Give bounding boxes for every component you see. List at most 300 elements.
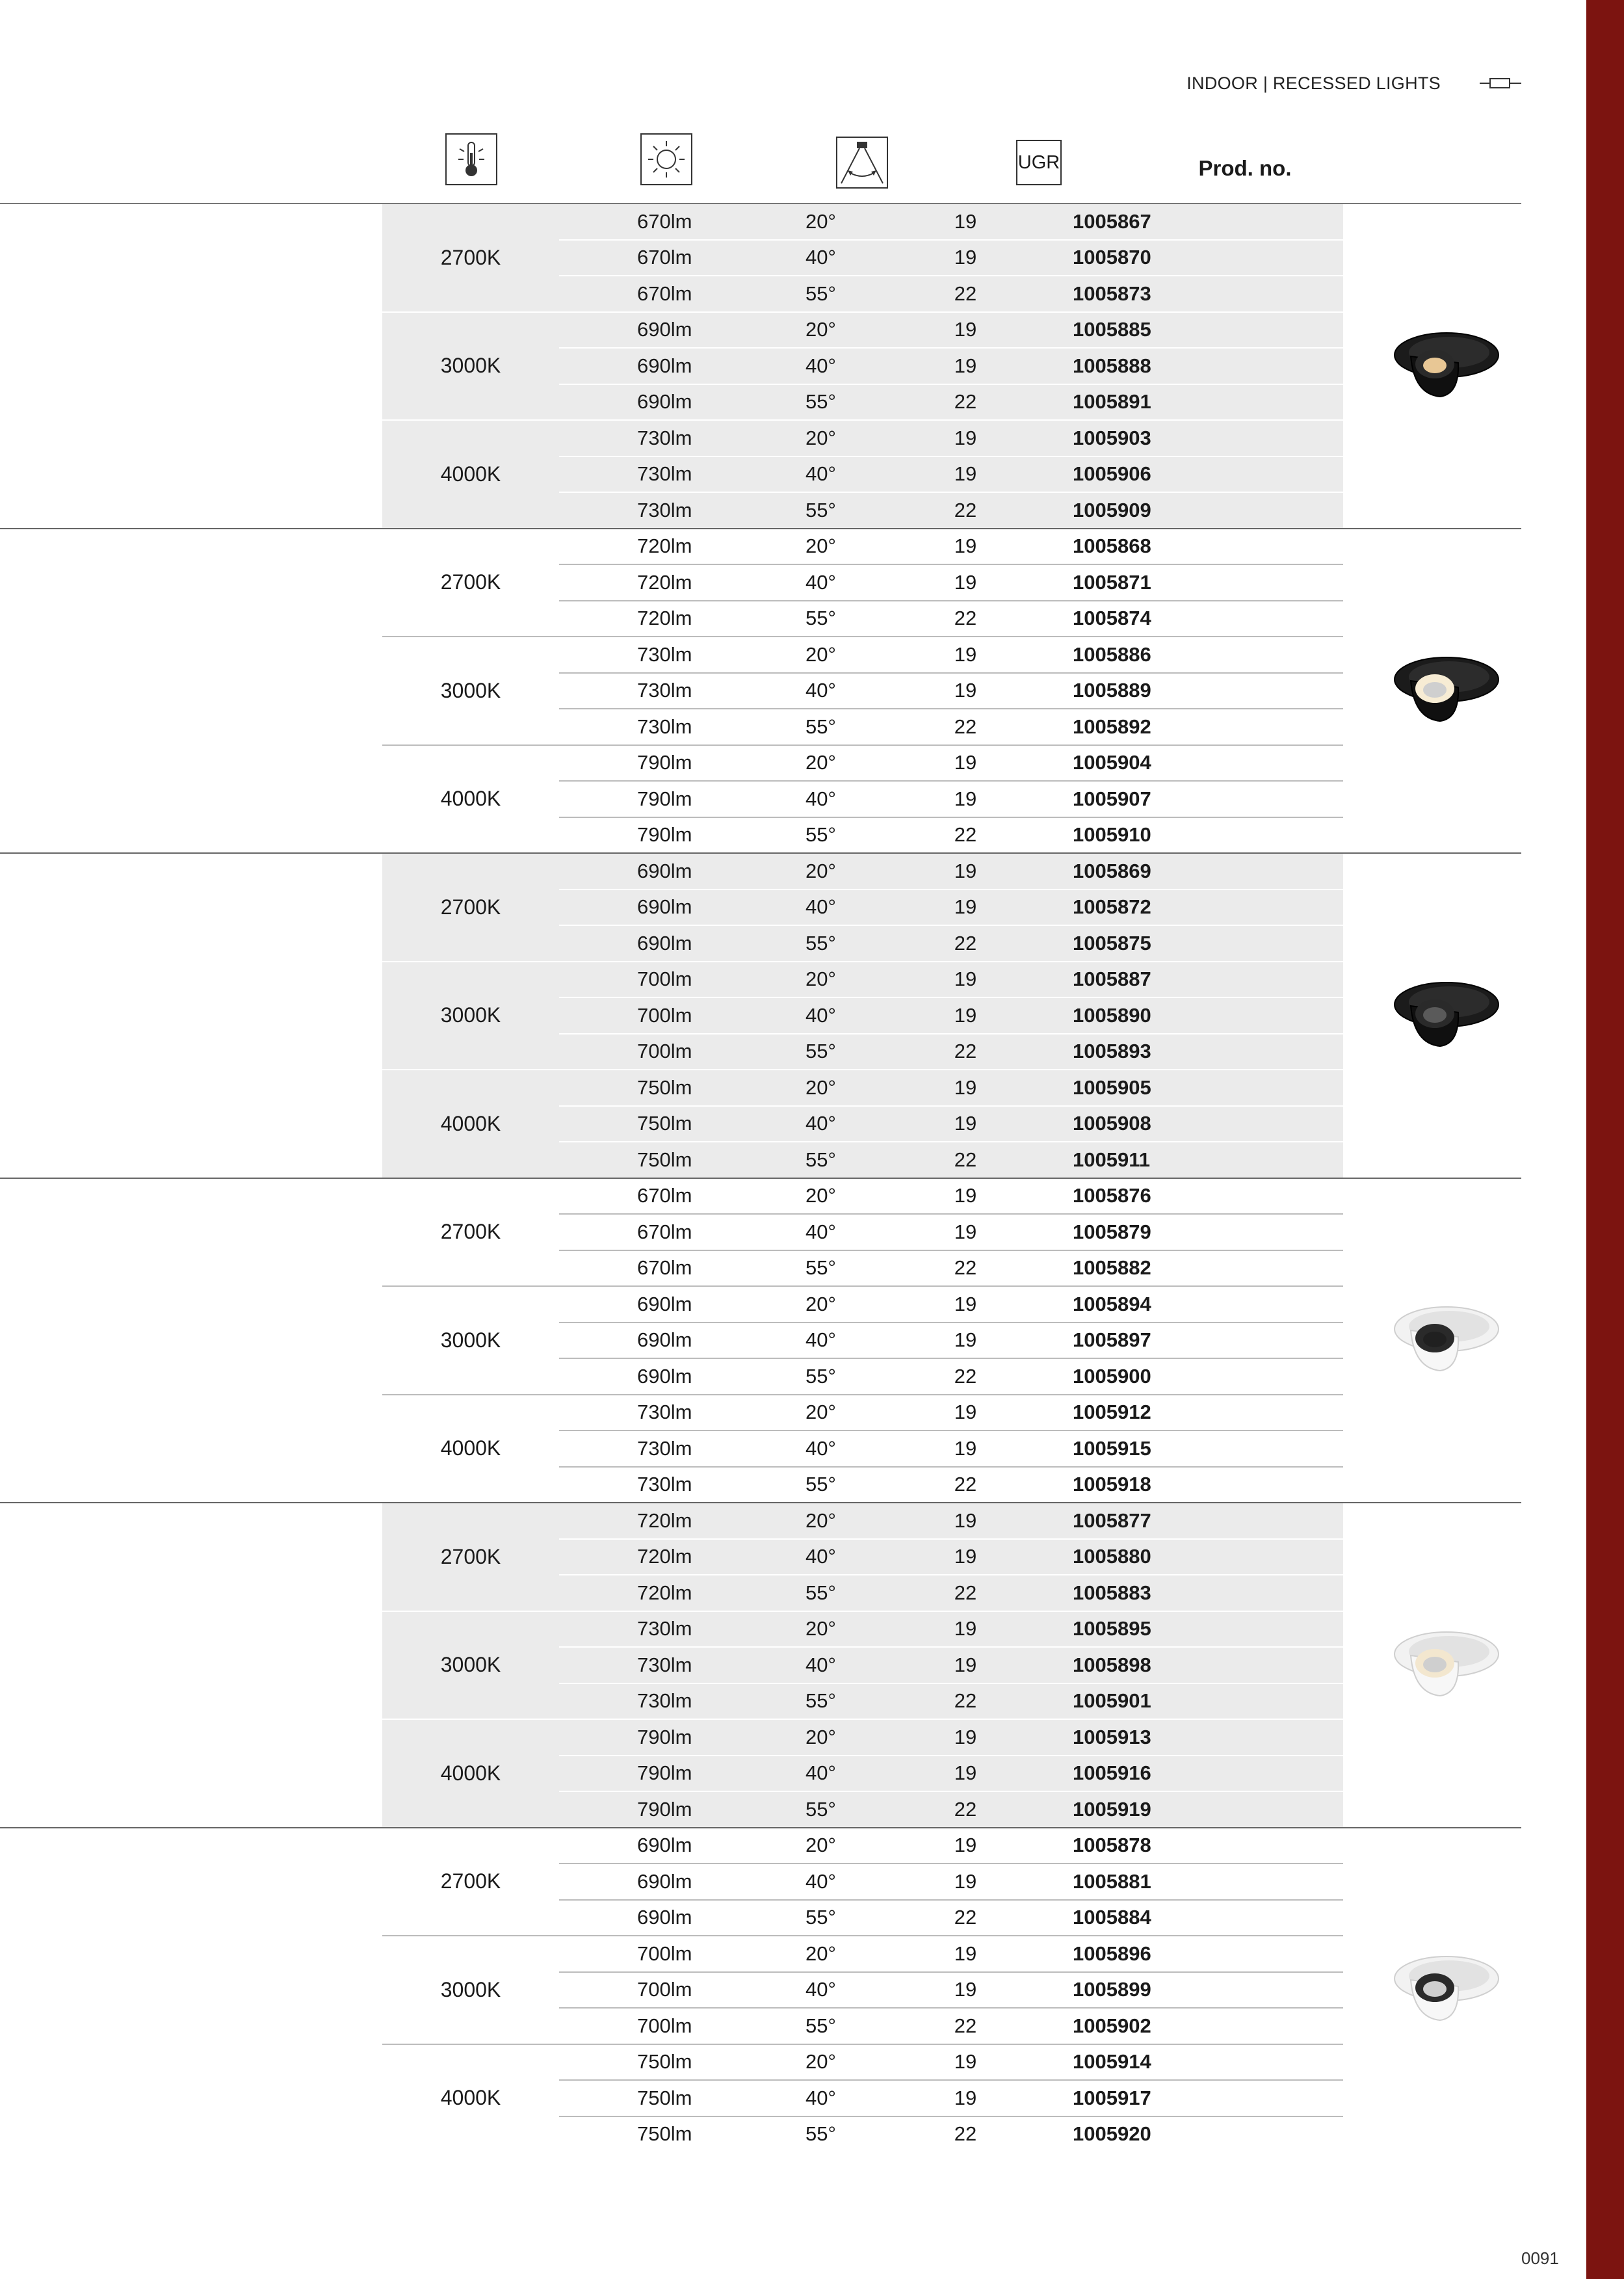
cct-subgroup bbox=[382, 1719, 1343, 1827]
beam-angle: 40° bbox=[805, 462, 836, 486]
luminous-flux: 790lm bbox=[637, 751, 692, 774]
ugr-value: 19 bbox=[954, 787, 977, 810]
page-number: 0091 bbox=[1521, 2248, 1559, 2268]
product-number: 1005872 bbox=[1073, 895, 1151, 919]
table-row bbox=[559, 1863, 1343, 1899]
product-number: 1005913 bbox=[1073, 1725, 1151, 1748]
ugr-value: 19 bbox=[954, 1834, 977, 1857]
product-number: 1005875 bbox=[1073, 931, 1151, 955]
luminous-flux: 670lm bbox=[637, 1184, 692, 1207]
product-number: 1005910 bbox=[1073, 823, 1151, 847]
table-row bbox=[559, 1466, 1343, 1503]
beam-angle: 55° bbox=[805, 498, 836, 521]
product-number: 1005882 bbox=[1073, 1256, 1151, 1280]
table-row bbox=[559, 1287, 1343, 1322]
table-row bbox=[559, 1250, 1343, 1286]
ugr-value: 19 bbox=[954, 1942, 977, 1965]
color-temperature: 2700K bbox=[440, 1869, 501, 1893]
cct-subgroup bbox=[382, 419, 1343, 528]
table-row bbox=[559, 1070, 1343, 1105]
ugr-value: 22 bbox=[954, 2014, 977, 2037]
table-row bbox=[559, 1646, 1343, 1683]
ugr-value: 19 bbox=[954, 1112, 977, 1135]
beam-angle: 20° bbox=[805, 968, 836, 991]
product-number: 1005877 bbox=[1073, 1508, 1151, 1532]
table-row bbox=[559, 2079, 1343, 2116]
beam-angle: 20° bbox=[805, 426, 836, 449]
table-row bbox=[559, 1179, 1343, 1214]
color-temperature: 2700K bbox=[440, 570, 501, 594]
table-row bbox=[559, 1322, 1343, 1358]
table-row bbox=[559, 2007, 1343, 2044]
beam-angle: 40° bbox=[805, 1761, 836, 1785]
ugr-value: 22 bbox=[954, 1256, 977, 1280]
beam-angle: 20° bbox=[805, 1725, 836, 1748]
table-row bbox=[559, 1755, 1343, 1791]
ugr-value: 19 bbox=[954, 1545, 977, 1568]
product-number: 1005918 bbox=[1073, 1473, 1151, 1496]
luminous-flux: 670lm bbox=[637, 209, 692, 233]
cct-subgroup bbox=[382, 2044, 1343, 2152]
luminous-flux: 690lm bbox=[637, 390, 692, 414]
ugr-value: 19 bbox=[954, 354, 977, 377]
luminous-flux: 690lm bbox=[637, 354, 692, 377]
product-number: 1005915 bbox=[1073, 1436, 1151, 1460]
color-temperature-header bbox=[445, 133, 497, 185]
luminous-flux: 690lm bbox=[637, 859, 692, 882]
product-number: 1005901 bbox=[1073, 1689, 1151, 1713]
ugr-value: 19 bbox=[954, 209, 977, 233]
luminous-flux: 700lm bbox=[637, 1978, 692, 2001]
beam-angle: 40° bbox=[805, 1869, 836, 1893]
luminous-flux: 730lm bbox=[637, 1617, 692, 1640]
luminous-flux: 790lm bbox=[637, 1761, 692, 1785]
ugr-value: 22 bbox=[954, 607, 977, 630]
table-row bbox=[559, 1358, 1343, 1394]
ugr-value: 19 bbox=[954, 426, 977, 449]
thermometer-icon bbox=[445, 133, 497, 185]
beam-angle: 40° bbox=[805, 1112, 836, 1135]
product-number: 1005888 bbox=[1073, 354, 1151, 377]
beam-angle: 20° bbox=[805, 1508, 836, 1532]
color-temperature: 2700K bbox=[440, 1220, 501, 1244]
ugr-value: 22 bbox=[954, 1364, 977, 1388]
table-row bbox=[559, 564, 1343, 600]
product-number: 1005867 bbox=[1073, 209, 1151, 233]
product-number: 1005884 bbox=[1073, 1906, 1151, 1929]
beam-angle: 20° bbox=[805, 642, 836, 666]
table-row bbox=[559, 925, 1343, 961]
table-row bbox=[559, 962, 1343, 997]
product-image bbox=[1382, 642, 1505, 739]
beam-angle: 20° bbox=[805, 1075, 836, 1099]
table-row bbox=[559, 492, 1343, 528]
product-number: 1005878 bbox=[1073, 1834, 1151, 1857]
product-number: 1005892 bbox=[1073, 715, 1151, 738]
table-row bbox=[559, 1828, 1343, 1864]
luminous-flux: 700lm bbox=[637, 1942, 692, 1965]
product-number: 1005869 bbox=[1073, 859, 1151, 882]
table-row bbox=[559, 2116, 1343, 2152]
ugr-value: 19 bbox=[954, 318, 977, 341]
luminous-flux: 690lm bbox=[637, 1906, 692, 1929]
table-row bbox=[559, 708, 1343, 744]
color-temperature: 3000K bbox=[440, 354, 501, 378]
product-number: 1005871 bbox=[1073, 570, 1151, 594]
luminous-flux: 670lm bbox=[637, 1256, 692, 1280]
luminous-flux: 700lm bbox=[637, 1003, 692, 1027]
table-row bbox=[559, 1033, 1343, 1070]
beam-angle: 55° bbox=[805, 390, 836, 414]
cct-subgroup bbox=[382, 1828, 1343, 1936]
table-row bbox=[559, 780, 1343, 817]
luminous-flux: 750lm bbox=[637, 2122, 692, 2146]
beam-angle: 55° bbox=[805, 1148, 836, 1171]
beam-angle: 20° bbox=[805, 1834, 836, 1857]
ugr-value: 19 bbox=[954, 1725, 977, 1748]
luminous-flux: 690lm bbox=[637, 895, 692, 919]
luminous-flux: 730lm bbox=[637, 1689, 692, 1713]
light-bulb-rays-icon bbox=[640, 133, 692, 185]
ugr-value: 19 bbox=[954, 2050, 977, 2074]
luminous-flux: 690lm bbox=[637, 1834, 692, 1857]
ugr-value: 19 bbox=[954, 1869, 977, 1893]
ugr-header bbox=[1016, 140, 1062, 185]
spec-block bbox=[382, 204, 1343, 528]
ugr-value: 19 bbox=[954, 1653, 977, 1676]
beam-angle: 55° bbox=[805, 823, 836, 847]
beam-angle: 55° bbox=[805, 1040, 836, 1063]
ugr-value: 19 bbox=[954, 1292, 977, 1315]
table-row bbox=[559, 1395, 1343, 1430]
ugr-value: 22 bbox=[954, 715, 977, 738]
cct-subgroup bbox=[382, 1611, 1343, 1719]
table-row bbox=[559, 1936, 1343, 1971]
product-number: 1005881 bbox=[1073, 1869, 1151, 1893]
luminous-flux: 670lm bbox=[637, 246, 692, 269]
product-number: 1005914 bbox=[1073, 2050, 1151, 2074]
page-edge-bar bbox=[1586, 0, 1624, 2279]
beam-angle: 40° bbox=[805, 1436, 836, 1460]
cct-subgroup bbox=[382, 744, 1343, 853]
product-number: 1005890 bbox=[1073, 1003, 1151, 1027]
table-row bbox=[559, 313, 1343, 348]
table-row bbox=[559, 1683, 1343, 1719]
table-row bbox=[559, 1105, 1343, 1142]
product-group bbox=[0, 529, 1521, 854]
cct-subgroup bbox=[382, 636, 1343, 744]
beam-angle: 55° bbox=[805, 2014, 836, 2037]
luminous-flux: 750lm bbox=[637, 1148, 692, 1171]
beam-angle: 55° bbox=[805, 715, 836, 738]
luminous-flux: 730lm bbox=[637, 1653, 692, 1676]
ugr-value: 22 bbox=[954, 2122, 977, 2146]
product-number: 1005899 bbox=[1073, 1978, 1151, 2001]
luminous-flux: 750lm bbox=[637, 1075, 692, 1099]
cct-subgroup bbox=[382, 1285, 1343, 1394]
beam-angle: 20° bbox=[805, 1401, 836, 1424]
table-row bbox=[559, 672, 1343, 709]
ugr-value: 22 bbox=[954, 1797, 977, 1821]
color-temperature: 3000K bbox=[440, 1977, 501, 2001]
cct-subgroup bbox=[382, 311, 1343, 420]
ugr-value: 19 bbox=[954, 1617, 977, 1640]
beam-angle: 55° bbox=[805, 1689, 836, 1713]
product-number: 1005893 bbox=[1073, 1040, 1151, 1063]
product-number: 1005876 bbox=[1073, 1184, 1151, 1207]
table-row bbox=[559, 1503, 1343, 1538]
product-image bbox=[1382, 1616, 1505, 1714]
luminous-flux: 700lm bbox=[637, 1040, 692, 1063]
beam-angle: 40° bbox=[805, 246, 836, 269]
ugr-value: 22 bbox=[954, 1581, 977, 1604]
luminous-flux: 690lm bbox=[637, 318, 692, 341]
beam-angle: 55° bbox=[805, 282, 836, 305]
beam-angle: 40° bbox=[805, 1545, 836, 1568]
luminous-flux: 730lm bbox=[637, 1436, 692, 1460]
table-row bbox=[559, 1899, 1343, 1936]
product-number: 1005912 bbox=[1073, 1401, 1151, 1424]
product-number: 1005885 bbox=[1073, 318, 1151, 341]
product-number: 1005896 bbox=[1073, 1942, 1151, 1965]
ugr-value: 22 bbox=[954, 1473, 977, 1496]
ugr-value: 22 bbox=[954, 823, 977, 847]
ugr-label: UGR bbox=[1016, 140, 1062, 185]
product-table bbox=[0, 204, 1521, 2152]
beam-angle: 55° bbox=[805, 1473, 836, 1496]
ugr-value: 19 bbox=[954, 968, 977, 991]
ugr-value: 22 bbox=[954, 498, 977, 521]
color-temperature: 4000K bbox=[440, 1761, 501, 1785]
ugr-value: 22 bbox=[954, 390, 977, 414]
color-temperature: 3000K bbox=[440, 1003, 501, 1027]
color-temperature: 4000K bbox=[440, 462, 501, 486]
product-image bbox=[1382, 317, 1505, 415]
ugr-value: 19 bbox=[954, 1761, 977, 1785]
ugr-value: 22 bbox=[954, 931, 977, 955]
table-row bbox=[559, 1612, 1343, 1647]
table-row bbox=[559, 1141, 1343, 1178]
product-number: 1005894 bbox=[1073, 1292, 1151, 1315]
ugr-value: 19 bbox=[954, 246, 977, 269]
luminous-flux: 690lm bbox=[637, 931, 692, 955]
luminous-flux: 700lm bbox=[637, 2014, 692, 2037]
beam-angle-icon bbox=[836, 137, 888, 189]
luminous-flux: 700lm bbox=[637, 968, 692, 991]
product-number: 1005905 bbox=[1073, 1075, 1151, 1099]
product-number: 1005920 bbox=[1073, 2122, 1151, 2146]
ugr-value: 19 bbox=[954, 1075, 977, 1099]
beam-angle: 55° bbox=[805, 1797, 836, 1821]
luminous-flux: 720lm bbox=[637, 534, 692, 558]
luminous-flux: 730lm bbox=[637, 1401, 692, 1424]
luminous-flux: 790lm bbox=[637, 823, 692, 847]
luminous-flux: 750lm bbox=[637, 2086, 692, 2109]
cct-subgroup bbox=[382, 1179, 1343, 1286]
luminous-flux: 750lm bbox=[637, 1112, 692, 1135]
ugr-value: 22 bbox=[954, 282, 977, 305]
beam-angle: 40° bbox=[805, 570, 836, 594]
table-row bbox=[559, 1720, 1343, 1755]
product-number: 1005886 bbox=[1073, 642, 1151, 666]
table-row bbox=[559, 1971, 1343, 2008]
product-number: 1005904 bbox=[1073, 751, 1151, 774]
ugr-value: 19 bbox=[954, 642, 977, 666]
table-row bbox=[559, 421, 1343, 456]
beam-angle: 55° bbox=[805, 607, 836, 630]
ugr-value: 19 bbox=[954, 1978, 977, 2001]
beam-angle: 55° bbox=[805, 1581, 836, 1604]
luminous-flux: 720lm bbox=[637, 1508, 692, 1532]
table-row bbox=[559, 347, 1343, 384]
luminous-flux: 730lm bbox=[637, 462, 692, 486]
beam-angle: 40° bbox=[805, 1003, 836, 1027]
cct-subgroup bbox=[382, 1069, 1343, 1178]
cct-subgroup bbox=[382, 1394, 1343, 1503]
luminous-flux: 690lm bbox=[637, 1364, 692, 1388]
luminous-flux: 720lm bbox=[637, 570, 692, 594]
table-row bbox=[559, 1791, 1343, 1827]
beam-angle: 20° bbox=[805, 209, 836, 233]
beam-angle: 20° bbox=[805, 534, 836, 558]
table-row bbox=[559, 854, 1343, 889]
cct-subgroup bbox=[382, 529, 1343, 637]
table-row bbox=[559, 889, 1343, 925]
luminous-flux: 790lm bbox=[637, 1725, 692, 1748]
cct-subgroup bbox=[382, 1935, 1343, 2044]
product-number: 1005911 bbox=[1073, 1148, 1150, 1171]
page-header bbox=[1105, 70, 1521, 96]
beam-angle: 55° bbox=[805, 931, 836, 955]
beam-angle: 55° bbox=[805, 1906, 836, 1929]
luminous-flux: 690lm bbox=[637, 1869, 692, 1893]
ugr-value: 22 bbox=[954, 1148, 977, 1171]
product-number: 1005891 bbox=[1073, 390, 1151, 414]
product-group bbox=[0, 1503, 1521, 1828]
luminous-flux-header bbox=[640, 133, 692, 185]
luminous-flux: 750lm bbox=[637, 2050, 692, 2074]
luminous-flux: 790lm bbox=[637, 787, 692, 810]
ugr-value: 19 bbox=[954, 1401, 977, 1424]
color-temperature: 4000K bbox=[440, 787, 501, 811]
table-row bbox=[559, 384, 1343, 420]
beam-angle: 40° bbox=[805, 787, 836, 810]
ugr-value: 19 bbox=[954, 462, 977, 486]
prod-no-label: Prod. no. bbox=[1198, 156, 1292, 180]
beam-angle: 55° bbox=[805, 2122, 836, 2146]
product-number: 1005909 bbox=[1073, 498, 1151, 521]
table-row bbox=[559, 1574, 1343, 1611]
product-number: 1005887 bbox=[1073, 968, 1151, 991]
luminous-flux: 690lm bbox=[637, 1292, 692, 1315]
ugr-value: 19 bbox=[954, 679, 977, 702]
color-temperature: 3000K bbox=[440, 1653, 501, 1677]
luminous-flux: 690lm bbox=[637, 1328, 692, 1352]
product-number: 1005874 bbox=[1073, 607, 1151, 630]
table-row bbox=[559, 1213, 1343, 1250]
beam-angle: 40° bbox=[805, 1220, 836, 1243]
beam-angle: 40° bbox=[805, 1328, 836, 1352]
product-number: 1005898 bbox=[1073, 1653, 1151, 1676]
beam-angle: 40° bbox=[805, 1653, 836, 1676]
spec-block bbox=[382, 1179, 1343, 1503]
recessed-light-icon bbox=[1480, 75, 1521, 92]
beam-angle: 20° bbox=[805, 751, 836, 774]
table-row bbox=[559, 2045, 1343, 2080]
luminous-flux: 720lm bbox=[637, 607, 692, 630]
ugr-value: 19 bbox=[954, 895, 977, 919]
table-row bbox=[559, 1430, 1343, 1466]
beam-angle: 20° bbox=[805, 859, 836, 882]
luminous-flux: 670lm bbox=[637, 282, 692, 305]
luminous-flux: 670lm bbox=[637, 1220, 692, 1243]
color-temperature: 4000K bbox=[440, 2086, 501, 2110]
beam-angle: 40° bbox=[805, 895, 836, 919]
product-group bbox=[0, 854, 1521, 1179]
table-row bbox=[559, 1538, 1343, 1575]
product-number: 1005902 bbox=[1073, 2014, 1151, 2037]
product-image bbox=[1382, 1941, 1505, 2038]
product-image bbox=[1382, 967, 1505, 1064]
product-number: 1005919 bbox=[1073, 1797, 1151, 1821]
ugr-value: 22 bbox=[954, 1906, 977, 1929]
product-image bbox=[1382, 1291, 1505, 1389]
color-temperature: 2700K bbox=[440, 245, 501, 269]
product-number: 1005900 bbox=[1073, 1364, 1151, 1388]
table-row bbox=[559, 817, 1343, 853]
table-row bbox=[559, 600, 1343, 637]
product-number: 1005903 bbox=[1073, 426, 1151, 449]
ugr-value: 22 bbox=[954, 1040, 977, 1063]
beam-angle: 20° bbox=[805, 318, 836, 341]
spec-block bbox=[382, 854, 1343, 1178]
product-number: 1005873 bbox=[1073, 282, 1151, 305]
spec-block bbox=[382, 1828, 1343, 2152]
cct-subgroup bbox=[382, 961, 1343, 1070]
product-group bbox=[0, 1828, 1521, 2152]
table-row bbox=[559, 637, 1343, 672]
luminous-flux: 730lm bbox=[637, 498, 692, 521]
color-temperature: 2700K bbox=[440, 1544, 501, 1568]
cct-subgroup bbox=[382, 204, 1343, 311]
ugr-value: 19 bbox=[954, 1003, 977, 1027]
product-number: 1005897 bbox=[1073, 1328, 1151, 1352]
color-temperature: 3000K bbox=[440, 1328, 501, 1352]
product-number: 1005907 bbox=[1073, 787, 1151, 810]
ugr-value: 19 bbox=[954, 570, 977, 594]
table-row bbox=[559, 529, 1343, 564]
luminous-flux: 730lm bbox=[637, 426, 692, 449]
ugr-value: 19 bbox=[954, 859, 977, 882]
table-row bbox=[559, 239, 1343, 276]
section-label: INDOOR | RECESSED LIGHTS bbox=[1186, 73, 1441, 93]
beam-angle-header bbox=[836, 137, 888, 189]
beam-angle: 20° bbox=[805, 1292, 836, 1315]
beam-angle: 40° bbox=[805, 1978, 836, 2001]
product-number: 1005908 bbox=[1073, 1112, 1151, 1135]
beam-angle: 20° bbox=[805, 2050, 836, 2074]
product-number: 1005880 bbox=[1073, 1545, 1151, 1568]
beam-angle: 40° bbox=[805, 2086, 836, 2109]
table-row bbox=[559, 997, 1343, 1033]
ugr-value: 22 bbox=[954, 1689, 977, 1713]
beam-angle: 20° bbox=[805, 1617, 836, 1640]
ugr-value: 19 bbox=[954, 534, 977, 558]
beam-angle: 20° bbox=[805, 1184, 836, 1207]
cct-subgroup bbox=[382, 1503, 1343, 1611]
spec-block bbox=[382, 1503, 1343, 1827]
ugr-value: 19 bbox=[954, 1220, 977, 1243]
